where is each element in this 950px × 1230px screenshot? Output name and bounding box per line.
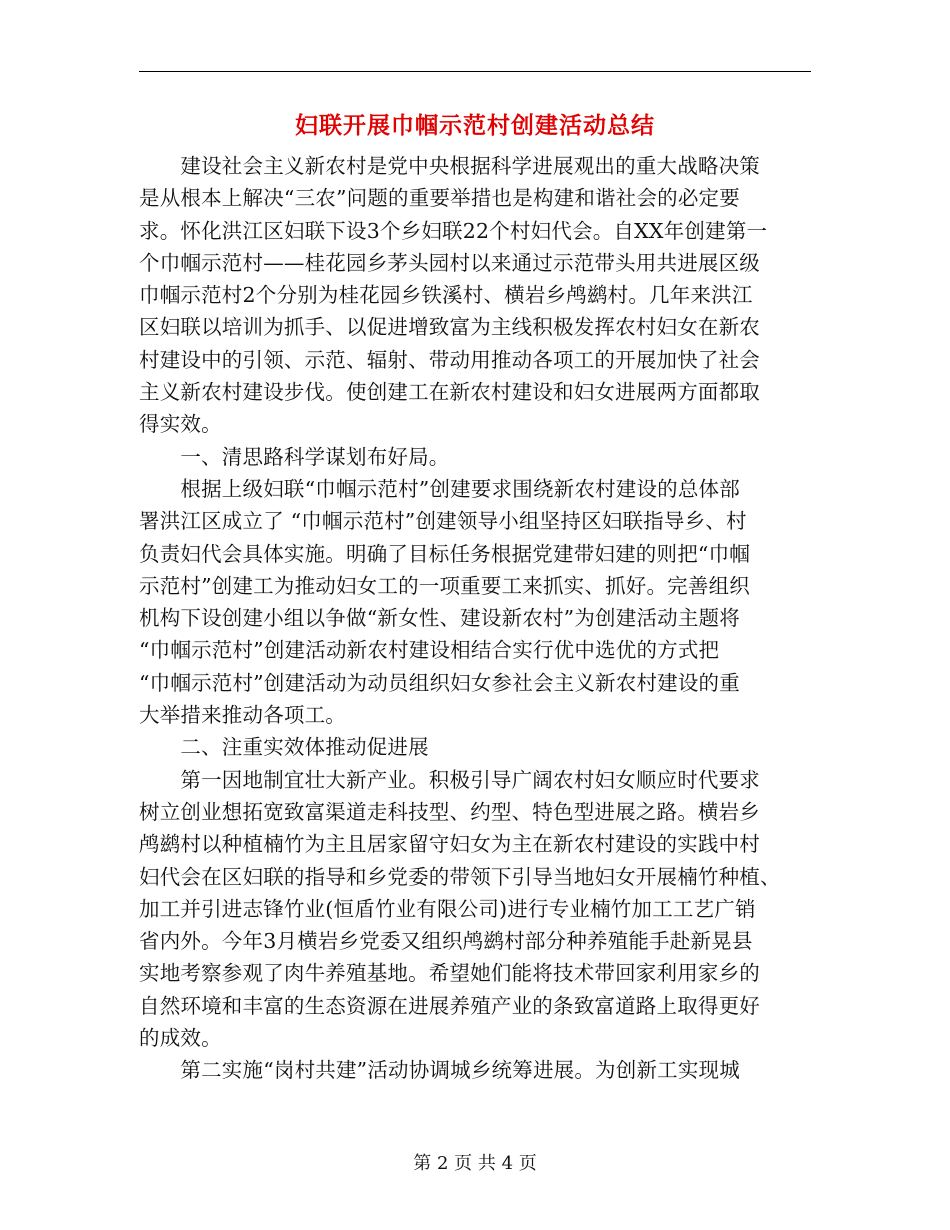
body-line: 个巾帼示范村——桂花园乡茅头园村以来通过示范带头用共进展区级	[139, 250, 760, 275]
body-line: 鸬鹚村以种植楠竹为主且居家留守妇女为主在新农村建设的实践中村	[139, 832, 760, 857]
body-line: 加工并引进志锋竹业(恒盾竹业有限公司)进行专业楠竹加工工艺广销	[139, 896, 756, 921]
body-line: 求。怀化洪江区妇联下设3个乡妇联22个村妇代会。自XX年创建第一	[139, 218, 768, 243]
body-line: 村建设中的引领、示范、辐射、带动用推动各项工的开展加快了社会	[139, 347, 760, 372]
body-line: 实地考察参观了肉牛养殖基地。希望她们能将技术带回家利用家乡的	[139, 961, 760, 986]
body-line: 区妇联以培训为抓手、以促进增致富为主线积极发挥农村妇女在新农	[139, 315, 760, 340]
body-line: 示范村”创建工为推动妇女工的一项重要工来抓实、抓好。完善组织	[139, 573, 750, 598]
body-line: 得实效。	[139, 412, 222, 437]
body-line: 负责妇代会具体实施。明确了目标任务根据党建带妇建的则把“巾帼	[139, 541, 750, 566]
body-line: 第一因地制宜壮大新产业。积极引导广阔农村妇女顺应时代要求	[139, 767, 760, 792]
page-number: 第 2 页 共 4 页	[413, 1153, 537, 1174]
body-line: 是从根本上解决“三农”问题的重要举措也是构建和谐社会的必定要	[139, 186, 740, 211]
body-line: 大举措来推动各项工。	[139, 703, 346, 728]
body-line: 机构下设创建小组以争做“新女性、建设新农村”为创建活动主题将	[139, 606, 740, 631]
document-body	[139, 150, 811, 1087]
section-heading: 一、清思路科学谋划布好局。	[139, 444, 450, 469]
body-line: 主义新农村建设步伐。使创建工在新农村建设和妇女进展两方面都取	[139, 380, 760, 405]
document-title: 妇联开展巾帼示范村创建活动总结	[295, 112, 655, 139]
body-line: 第二实施“岗村共建”活动协调城乡统筹进展。为创新工实现城	[139, 1058, 740, 1083]
body-line: 巾帼示范村2个分别为桂花园乡铁溪村、横岩乡鸬鹚村。几年来洪江	[139, 283, 753, 308]
body-line: 省内外。今年3月横岩乡党委又组织鸬鹚村部分种养殖能手赴新晃县	[139, 929, 753, 954]
body-line: 树立创业想拓宽致富渠道走科技型、约型、特色型进展之路。横岩乡	[139, 799, 760, 824]
section-heading: 二、注重实效体推动促进展	[139, 735, 429, 760]
header-rule	[139, 71, 811, 72]
body-line: 根据上级妇联“巾帼示范村”创建要求围绕新农村建设的总体部	[139, 476, 740, 501]
body-line: 建设社会主义新农村是党中央根据科学进展观出的重大战略决策	[139, 154, 760, 178]
body-line: “巾帼示范村”创建活动为动员组织妇女参社会主义新农村建设的重	[139, 670, 740, 695]
body-line: 的成效。	[139, 1026, 222, 1051]
body-line: 署洪江区成立了 “巾帼示范村”创建领导小组坚持区妇联指导乡、村	[139, 509, 747, 534]
body-line: 妇代会在区妇联的指导和乡党委的带领下引导当地妇女开展楠竹种植、	[139, 864, 781, 889]
body-line: 自然环境和丰富的生态资源在进展养殖产业的条致富道路上取得更好	[139, 993, 760, 1018]
body-line: “巾帼示范村”创建活动新农村建设相结合实行优中选优的方式把	[139, 638, 720, 663]
